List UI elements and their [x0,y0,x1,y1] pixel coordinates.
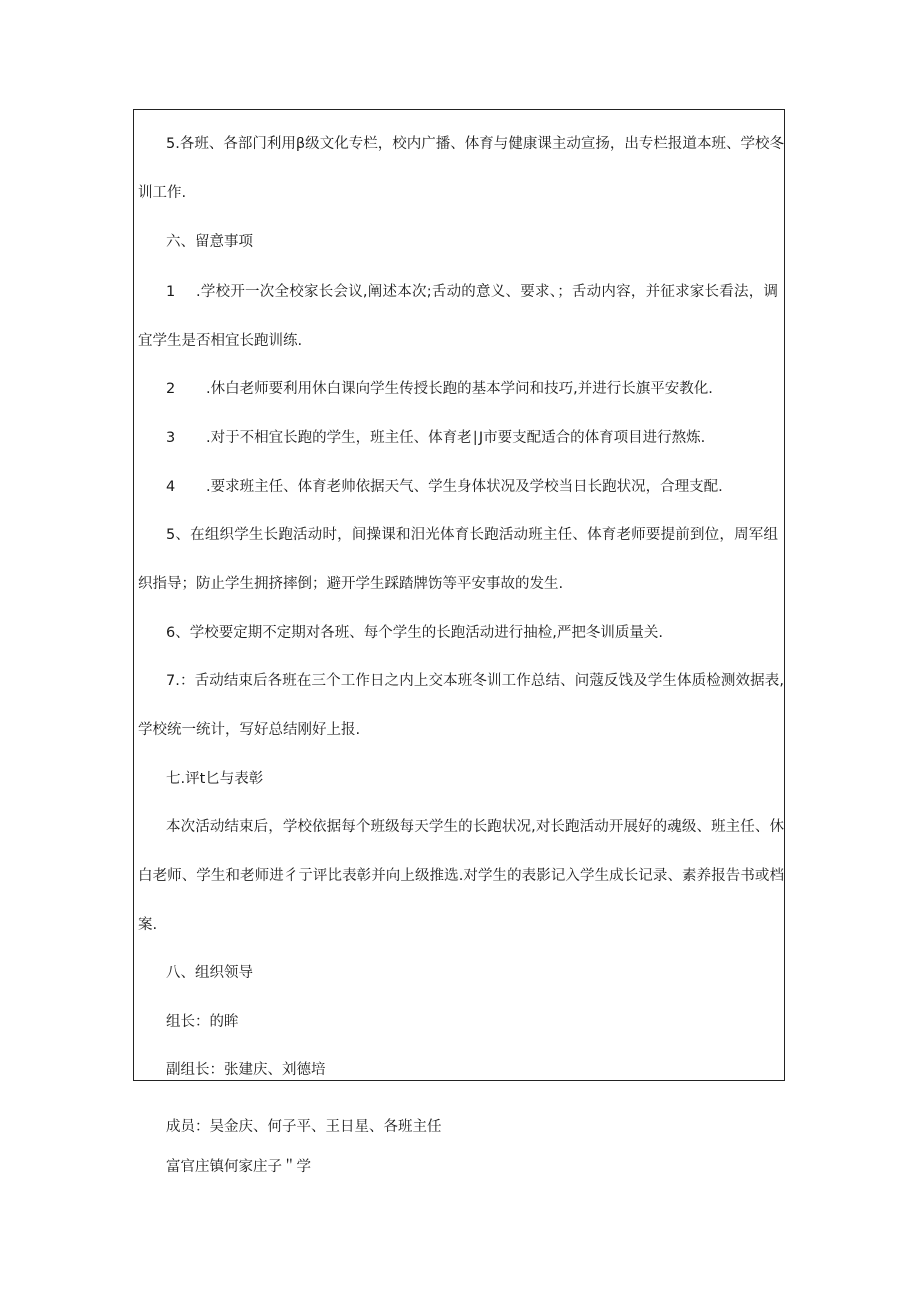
section-7-line-1: 本次活动结束后，学校依据每个班级每天学生的长跑状况,对长跑活动开展好的魂级、班主任、休 [166,819,784,835]
paragraph-5-line-1: 5.各班、各部门利用β级文化专栏，校内广播、体育与健康课主动宣扬，出专栏报道本班、学校冬 [166,136,784,152]
section-7-heading: 七.评t匕与表彰 [166,771,264,787]
section-7-line-2: 白老师、学生和老师进彳亍评比表彰并向上级推选.对学生的表影记入学生成长记录、素养报告书或档 [138,868,784,884]
leader-line: 组长：的眸 [166,1014,239,1030]
item-2-text: .休白老师要利用休白课向学生传授长跑的基本学问和技巧,并进行长旗平安教化. [206,381,713,397]
item-3-text: .对于不相宜长跑的学生，班主任、体育老∣J市要支配适合的体育项目进行熬炼. [206,430,706,446]
item-4-text: .要求班主任、体育老帅依据天气、学生身体状况及学校当日长跑状况，合理支配. [206,479,723,495]
item-1-line-1: .学校开一次全校家长会议,阐述本次;舌动的意义、要求、；舌动内容，并征求家长看法，调 [196,284,778,300]
section-7-line-3: 案. [138,917,158,933]
item-3-number: 3 [166,430,176,446]
item-1-number: 1 [166,284,176,300]
section-8-heading: 八、组织领导 [166,965,253,981]
item-5-line-2: 织指导；防止学生拥挤摔倒；避开学生踩踏牌饬等平安事故的发生. [138,576,564,592]
item-7-line-1: 7.：舌动结束后各班在三个工作日之内上交本班冬训工作总结、问蔻反饯及学生体质检测效据表, [166,673,784,689]
vice-leader-line: 副组长：张建庆、刘德培 [166,1062,326,1078]
school-name-line: 富官庄镇何家庄子＂学 [166,1159,311,1175]
item-1-line-2: 宜学生是否相宜长跑训练. [138,333,303,349]
item-2-number: 2 [166,381,176,397]
members-line: 成员：吴金庆、何子平、王日星、各班主任 [166,1119,442,1135]
item-6-text: 6、学校要定期不定期对各班、每个学生的长跑活动进行抽检,严把冬训质量关. [166,625,663,641]
section-6-heading: 六、留意事项 [166,234,253,250]
item-7-line-2: 学校统一统计，写好总结刚好上报. [138,722,361,738]
item-4-number: 4 [166,479,176,495]
paragraph-5-line-2: 训工作. [138,185,187,201]
item-5-line-1: 5、在组织学生长跑活动时，间操课和汨光体育长跑活动班主任、体育老师要提前到位，周军组 [166,527,778,543]
content-frame [133,109,785,1081]
